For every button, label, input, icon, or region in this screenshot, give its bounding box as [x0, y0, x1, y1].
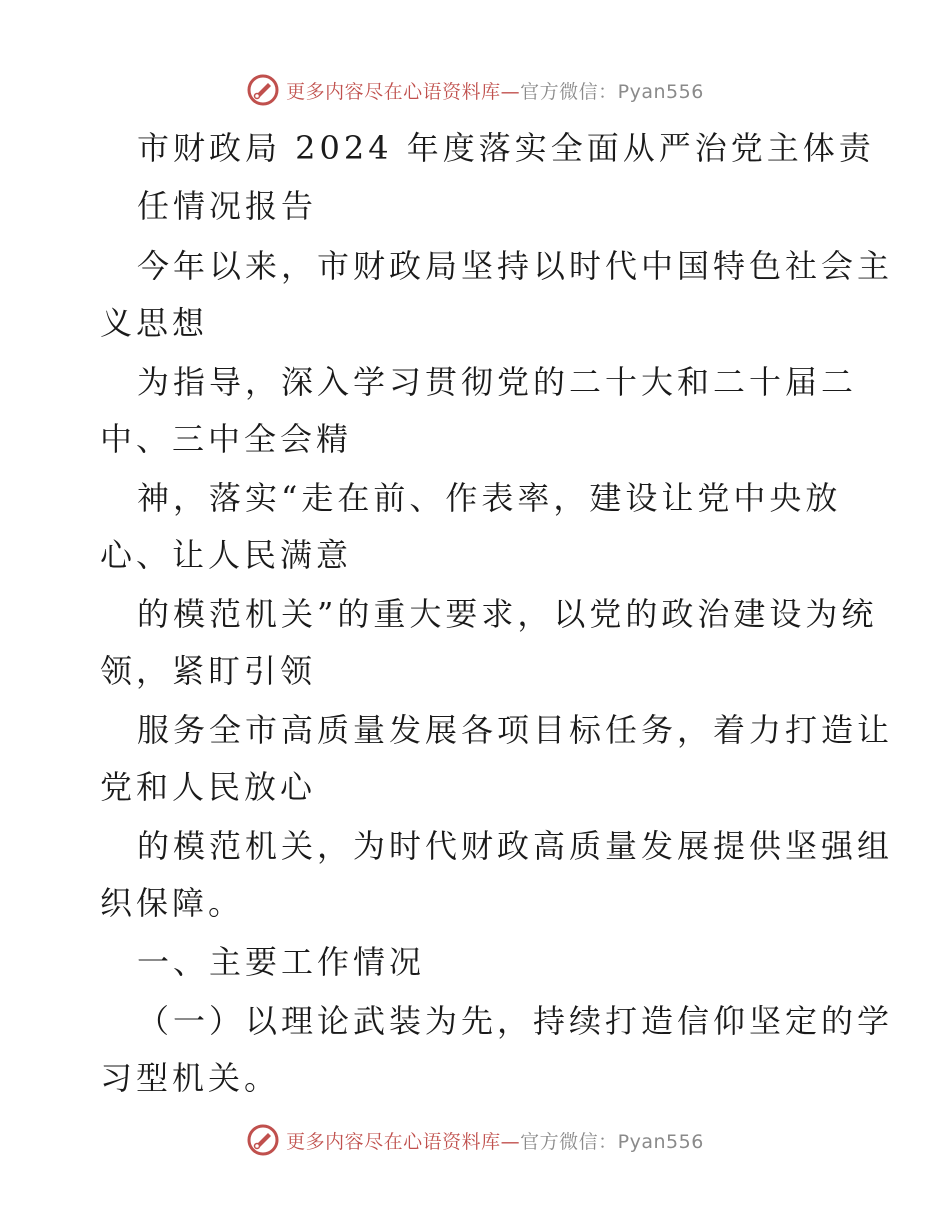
paragraph-line: 为指导，深入学习贯彻党的二十大和二十届二 [137, 363, 858, 401]
document-title-line-1: 市财政局 2024 年度落实全面从严治党主体责 [137, 129, 875, 167]
subsection-heading-line: （一）以理论武装为先，持续打造信仰坚定的学 [137, 1002, 894, 1040]
paragraph-line: 服务全市高质量发展各项目标任务，着力打造让 [137, 711, 894, 749]
banner-main-text: 更多内容尽在心语资料库— [286, 80, 521, 103]
paragraph-line: 的模范机关”的重大要求，以党的政治建设为统 [137, 595, 878, 633]
brand-logo-icon [246, 1123, 280, 1157]
banner-wechat-text: 官方微信：Pyan556 [520, 1130, 704, 1153]
paragraph-line: 织保障。 [100, 884, 245, 922]
paragraph-line: 领，紧盯引领 [100, 652, 317, 690]
banner-main-text: 更多内容尽在心语资料库— [286, 1130, 521, 1153]
header-banner [0, 70, 950, 110]
paragraph-line: 党和人民放心 [100, 768, 317, 806]
section-heading: 一、主要工作情况 [137, 943, 426, 981]
banner-text [286, 77, 704, 104]
banner-text [286, 1127, 704, 1154]
paragraph-line: 今年以来，市财政局坚持以时代中国特色社会主 [137, 247, 894, 285]
footer-banner [0, 1120, 950, 1160]
banner-wechat-text: 官方微信：Pyan556 [520, 80, 704, 103]
paragraph-line: 义思想 [100, 304, 209, 342]
paragraph-line: 心、让人民满意 [100, 536, 353, 574]
subsection-heading-line: 习型机关。 [100, 1059, 281, 1097]
paragraph-line: 神，落实“走在前、作表率，建设让党中央放 [137, 479, 842, 517]
document-title-line-2: 任情况报告 [137, 187, 318, 225]
brand-logo-icon [246, 73, 280, 107]
paragraph-line: 中、三中全会精 [100, 420, 353, 458]
paragraph-line: 的模范机关，为时代财政高质量发展提供坚强组 [137, 827, 894, 865]
